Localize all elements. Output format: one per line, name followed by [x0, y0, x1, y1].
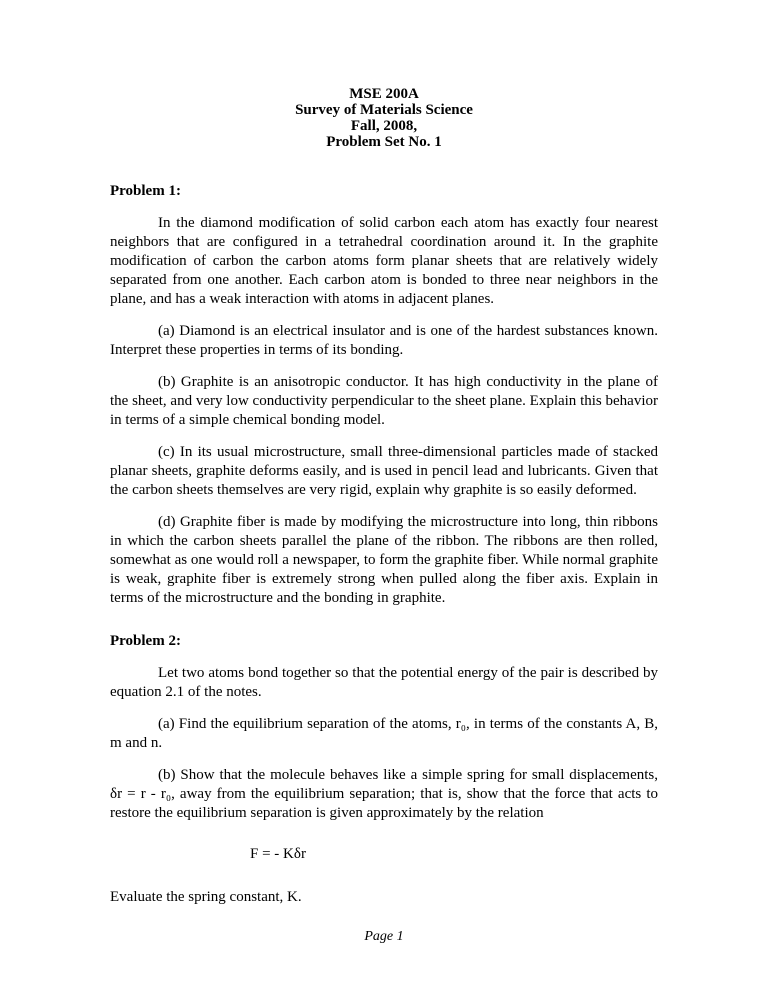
problem-1-part-c: (c) In its usual microstructure, small three-dimensional particles made of stacked planar sheets, graphite deforms easily, and is used in pencil lead and lubricants. Given that the carbon sheets themselves are very rigid, explain why graphite is so easily deformed.: [110, 444, 658, 498]
problem-1-part-d: (d) Graphite fiber is made by modifying the microstructure into long, thin ribbons in which the carbon sheets parallel the plane of the ribbon. The ribbons are then rolled, somewhat as one would roll a newspaper, to form the graphite fiber. While normal graphite is weak, graphite fiber is extremely strong when pulled along the fiber axis. Explain in terms of the microstructure and the bonding in graphite.: [110, 514, 658, 606]
problem-1-intro: In the diamond modification of solid carbon each atom has exactly four nearest neighbors that are configured in a tetrahedral coordination around it. In the graphite modification of carbon the carbon atoms form planar sheets that are relatively widely separated from one another. Each carbon atom is bonded to three near neighbors in the plane, and has a weak interaction with atoms in adjacent planes.: [110, 215, 658, 307]
problem-1-part-b: (b) Graphite is an anisotropic conductor. It has high conductivity in the plane of the sheet, and very low conductivity perpendicular to the sheet plane. Explain this behavior in terms of a simple chemical bonding model.: [110, 374, 658, 428]
problem-2-closing: Evaluate the spring constant, K.: [110, 889, 302, 905]
course-code: MSE 200A: [349, 86, 419, 102]
document-content: [110, 86, 658, 907]
term-line: Fall, 2008,: [350, 118, 418, 134]
problem-2-heading: Problem 2:: [110, 633, 181, 649]
problem-1-part-a: (a) Diamond is an electrical insulator and is one of the hardest substances known. Interpret these properties in terms of its bonding.: [110, 323, 658, 358]
page-number: Page 1: [364, 929, 404, 944]
problem-set-title: Problem Set No. 1: [326, 134, 442, 150]
problem-1-heading: Problem 1:: [110, 183, 181, 199]
document-header: [110, 86, 658, 150]
problem-2-part-a: (a) Find the equilibrium separation of the atoms, r₀, in terms of the constants A, B, m and n.: [110, 716, 658, 751]
problem-2-intro: Let two atoms bond together so that the potential energy of the pair is described by equation 2.1 of the notes.: [110, 665, 658, 700]
spring-force-equation: F = - Kδr: [250, 846, 306, 862]
course-title: Survey of Materials Science: [295, 102, 473, 118]
problem-2-part-b: (b) Show that the molecule behaves like a simple spring for small displacements, δr = r - r₀, away from the equilibrium separation; that is, show that the force that acts to restore the equilibrium separation is given approximately by the relation: [110, 767, 658, 821]
